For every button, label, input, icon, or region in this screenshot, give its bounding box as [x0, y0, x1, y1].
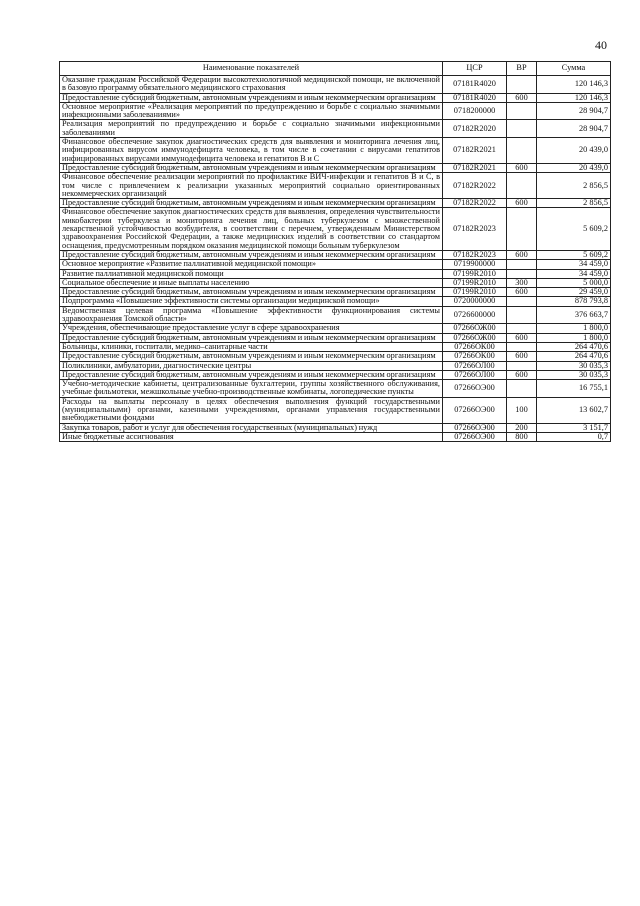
cell-vr	[507, 102, 537, 120]
table-row	[60, 250, 611, 259]
page-number: 40	[595, 38, 607, 52]
table-row	[60, 324, 611, 333]
cell-csr: 07266ОК00	[443, 352, 507, 361]
cell-vr	[507, 342, 537, 351]
cell-csr: 07182R2022	[443, 199, 507, 208]
cell-sum: 0,7	[537, 432, 611, 441]
table-row	[60, 120, 611, 138]
cell-csr: 07182R2023	[443, 250, 507, 259]
table-row	[60, 260, 611, 269]
cell-sum: 30 035,3	[537, 370, 611, 379]
cell-csr: 07199R2010	[443, 269, 507, 278]
table-row	[60, 380, 611, 398]
cell-name: Больницы, клиники, госпитали, медико–санитарные части	[60, 342, 443, 351]
cell-sum: 28 904,7	[537, 102, 611, 120]
cell-sum: 376 663,7	[537, 306, 611, 324]
cell-vr	[507, 138, 537, 164]
cell-csr: 07266ОЭ00	[443, 423, 507, 432]
table-row	[60, 352, 611, 361]
cell-name: Предоставление субсидий бюджетным, автономным учреждениям и иным некоммерческим организациям	[60, 93, 443, 102]
cell-name: Расходы на выплаты персоналу в целях обеспечения выполнения функций государственными (муниципальными) органами, казенными учреждениями, органами управления государственными внебюджетными фондами	[60, 397, 443, 423]
cell-sum: 5 000,0	[537, 278, 611, 287]
cell-vr	[507, 120, 537, 138]
cell-name: Финансовое обеспечение реализации мероприятий по профилактике ВИЧ-инфекции и гепатитов В и С, в том числе с привлечением к реализации указанных мероприятий социально ориентированных некоммерческих организаций	[60, 173, 443, 199]
table-row	[60, 306, 611, 324]
table-header-row	[60, 62, 611, 76]
cell-sum: 30 035,3	[537, 361, 611, 370]
cell-vr	[507, 297, 537, 306]
cell-sum: 28 904,7	[537, 120, 611, 138]
cell-csr: 07181R4020	[443, 76, 507, 94]
cell-name: Предоставление субсидий бюджетным, автономным учреждениям и иным некоммерческим организациям	[60, 370, 443, 379]
cell-name: Предоставление субсидий бюджетным, автономным учреждениям и иным некоммерческим организациям	[60, 250, 443, 259]
cell-sum: 1 800,0	[537, 333, 611, 342]
cell-csr: 07182R2022	[443, 173, 507, 199]
cell-sum: 120 146,3	[537, 93, 611, 102]
table-row	[60, 269, 611, 278]
table-row	[60, 173, 611, 199]
header-sum: Сумма	[537, 62, 611, 76]
cell-sum: 34 459,0	[537, 260, 611, 269]
cell-sum: 20 439,0	[537, 138, 611, 164]
cell-sum: 264 470,6	[537, 352, 611, 361]
cell-sum: 16 755,1	[537, 380, 611, 398]
header-vr: ВР	[507, 62, 537, 76]
cell-name: Социальное обеспечение и иные выплаты населению	[60, 278, 443, 287]
cell-sum: 5 609,2	[537, 208, 611, 250]
cell-sum: 20 439,0	[537, 163, 611, 172]
table-row	[60, 278, 611, 287]
cell-csr: 0718200000	[443, 102, 507, 120]
cell-name: Ведомственная целевая программа «Повышение эффективности функционирования системы здравоохранения Томской области»	[60, 306, 443, 324]
cell-csr: 07266ОК00	[443, 342, 507, 351]
cell-sum: 1 800,0	[537, 324, 611, 333]
cell-csr: 07266ОЛ00	[443, 361, 507, 370]
cell-vr: 600	[507, 93, 537, 102]
cell-name: Предоставление субсидий бюджетным, автономным учреждениям и иным некоммерческим организациям	[60, 333, 443, 342]
cell-vr	[507, 380, 537, 398]
cell-name: Реализация мероприятий по предупреждению и борьбе с социально значимыми инфекционными заболеваниями	[60, 120, 443, 138]
cell-name: Финансовое обеспечение закупок диагностических средств для выявления и мониторинга лечения лиц, инфицированных вирусом иммунодефицита человека, в том числе в сочетании с вирусами гепатитов инфицированных вирусами иммунодефицита человека и гепатитов В и С	[60, 138, 443, 164]
cell-name: Основное мероприятие «Развитие паллиативной медицинской помощи»	[60, 260, 443, 269]
table-row	[60, 102, 611, 120]
cell-csr: 07266ОЛ00	[443, 370, 507, 379]
cell-csr: 07182R2020	[443, 120, 507, 138]
table-body	[60, 76, 611, 442]
cell-name: Предоставление субсидий бюджетным, автономным учреждениям и иным некоммерческим организациям	[60, 163, 443, 172]
cell-name: Основное мероприятие «Реализация мероприятий по предупреждению и борьбе с социально значимыми инфекционными заболеваниями»	[60, 102, 443, 120]
cell-vr: 600	[507, 163, 537, 172]
table-row	[60, 138, 611, 164]
cell-name: Учреждения, обеспечивающие предоставление услуг в сфере здравоохранения	[60, 324, 443, 333]
table-row	[60, 333, 611, 342]
cell-csr: 07182R2021	[443, 138, 507, 164]
cell-vr	[507, 269, 537, 278]
cell-sum: 2 856,5	[537, 173, 611, 199]
cell-sum: 2 856,5	[537, 199, 611, 208]
cell-csr: 07266ОЖ00	[443, 324, 507, 333]
cell-vr: 600	[507, 199, 537, 208]
cell-vr: 300	[507, 278, 537, 287]
cell-vr: 100	[507, 397, 537, 423]
cell-name: Предоставление субсидий бюджетным, автономным учреждениям и иным некоммерческим организациям	[60, 352, 443, 361]
cell-csr: 0726600000	[443, 306, 507, 324]
table-row	[60, 76, 611, 94]
table-row	[60, 288, 611, 297]
table-row	[60, 163, 611, 172]
cell-vr	[507, 361, 537, 370]
table-row	[60, 93, 611, 102]
cell-vr: 600	[507, 333, 537, 342]
budget-table	[59, 61, 611, 442]
cell-csr: 07182R2021	[443, 163, 507, 172]
cell-sum: 878 793,8	[537, 297, 611, 306]
cell-sum: 34 459,0	[537, 269, 611, 278]
cell-name: Предоставление субсидий бюджетным, автономным учреждениям и иным некоммерческим организациям	[60, 199, 443, 208]
cell-csr: 0720000000	[443, 297, 507, 306]
cell-csr: 07266ОЭ00	[443, 380, 507, 398]
cell-vr: 600	[507, 370, 537, 379]
header-csr: ЦСР	[443, 62, 507, 76]
cell-vr	[507, 324, 537, 333]
cell-vr: 600	[507, 288, 537, 297]
cell-vr	[507, 260, 537, 269]
table-row	[60, 208, 611, 250]
cell-vr	[507, 76, 537, 94]
cell-csr: 07199R2010	[443, 278, 507, 287]
cell-csr: 07182R2023	[443, 208, 507, 250]
cell-csr: 07181R4020	[443, 93, 507, 102]
cell-csr: 07266ОЭ00	[443, 397, 507, 423]
cell-vr: 200	[507, 423, 537, 432]
cell-sum: 3 151,7	[537, 423, 611, 432]
cell-vr: 800	[507, 432, 537, 441]
cell-name: Развитие паллиативной медицинской помощи	[60, 269, 443, 278]
header-name: Наименование показателей	[60, 62, 443, 76]
cell-vr: 600	[507, 250, 537, 259]
cell-sum: 120 146,3	[537, 76, 611, 94]
cell-vr	[507, 208, 537, 250]
cell-sum: 13 602,7	[537, 397, 611, 423]
cell-name: Поликлиники, амбулатории, диагностические центры	[60, 361, 443, 370]
cell-name: Подпрограмма «Повышение эффективности системы организации медицинской помощи»	[60, 297, 443, 306]
cell-name: Закупка товаров, работ и услуг для обеспечения государственных (муниципальных) нужд	[60, 423, 443, 432]
table-row	[60, 199, 611, 208]
cell-sum: 29 459,0	[537, 288, 611, 297]
table-row	[60, 432, 611, 441]
cell-name: Финансовое обеспечение закупок диагностических средств для выявления, определения чувствительности микобактерии туберкулеза и мониторинга лечения лиц, больных туберкулезом с множественной лекарственной устойчивостью возбудителя, в соответствии с перечнем, утвержденным Министерством здравоохранения Российской Федерации, а также медицинских изделий в соответствии со стандартом оснащения, предусмотренным порядком оказания медицинской помощи больным туберкулезом	[60, 208, 443, 250]
cell-name: Учебно-методические кабинеты, централизованные бухгалтерии, группы хозяйственного обслуживания, учебные фильмотеки, межшкольные учебно-производственные комбинаты, логопедические пункты	[60, 380, 443, 398]
table-row	[60, 342, 611, 351]
cell-sum: 264 470,6	[537, 342, 611, 351]
table-row	[60, 297, 611, 306]
cell-vr	[507, 173, 537, 199]
cell-sum: 5 609,2	[537, 250, 611, 259]
cell-csr: 07266ОЖ00	[443, 333, 507, 342]
cell-name: Иные бюджетные ассигнования	[60, 432, 443, 441]
cell-csr: 07266ОЭ00	[443, 432, 507, 441]
table-row	[60, 423, 611, 432]
cell-name: Предоставление субсидий бюджетным, автономным учреждениям и иным некоммерческим организациям	[60, 288, 443, 297]
table-row	[60, 397, 611, 423]
table-row	[60, 361, 611, 370]
cell-csr: 07199R2010	[443, 288, 507, 297]
cell-vr	[507, 306, 537, 324]
cell-csr: 0719900000	[443, 260, 507, 269]
cell-name: Оказание гражданам Российской Федерации высокотехнологичной медицинской помощи, не включенной в базовую программу обязательного медицинского страхования	[60, 76, 443, 94]
cell-vr: 600	[507, 352, 537, 361]
table-row	[60, 370, 611, 379]
